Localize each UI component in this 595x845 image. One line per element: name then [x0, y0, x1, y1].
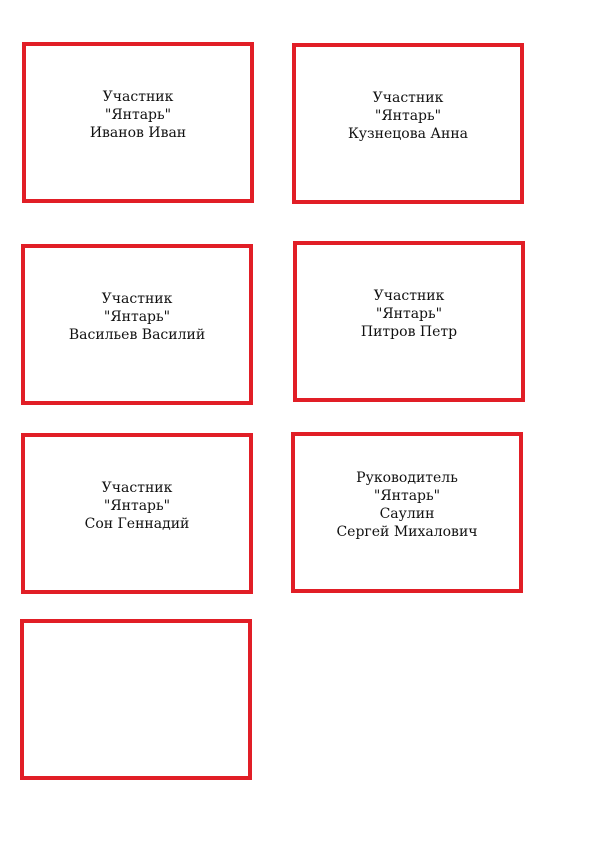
badge-role: Участник	[373, 287, 445, 304]
badge-name: Сергей Михалович	[336, 523, 478, 540]
badge-team: "Янтарь"	[104, 106, 172, 123]
badge-card	[293, 241, 525, 402]
badge-name: Иванов Иван	[89, 124, 187, 141]
badge-surname: Саулин	[379, 505, 435, 522]
badge-text	[348, 89, 468, 143]
badge-card	[21, 244, 253, 405]
badge-card	[22, 42, 254, 203]
badge-card-empty	[20, 619, 252, 780]
badge-name: Питров Петр	[360, 323, 458, 340]
badge-team: "Янтарь"	[373, 487, 441, 504]
badge-text	[90, 88, 186, 142]
badge-role: Руководитель	[356, 469, 458, 486]
badge-role: Участник	[372, 89, 444, 106]
badge-name: Кузнецова Анна	[347, 125, 469, 142]
badge-text	[85, 479, 190, 533]
badge-team: "Янтарь"	[375, 305, 443, 322]
badge-text	[69, 290, 205, 344]
badge-card	[292, 43, 524, 204]
badge-role: Участник	[101, 290, 173, 307]
badge-team: "Янтарь"	[103, 497, 171, 514]
badge-role: Участник	[102, 88, 174, 105]
badge-text	[336, 469, 477, 541]
badge-text	[361, 287, 457, 341]
badge-name: Сон Геннадий	[84, 515, 190, 532]
badge-role: Участник	[101, 479, 173, 496]
badge-card	[21, 433, 253, 594]
badge-name: Васильев Василий	[68, 326, 206, 343]
badge-team: "Янтарь"	[374, 107, 442, 124]
badge-card-leader	[291, 432, 523, 593]
badge-team: "Янтарь"	[103, 308, 171, 325]
